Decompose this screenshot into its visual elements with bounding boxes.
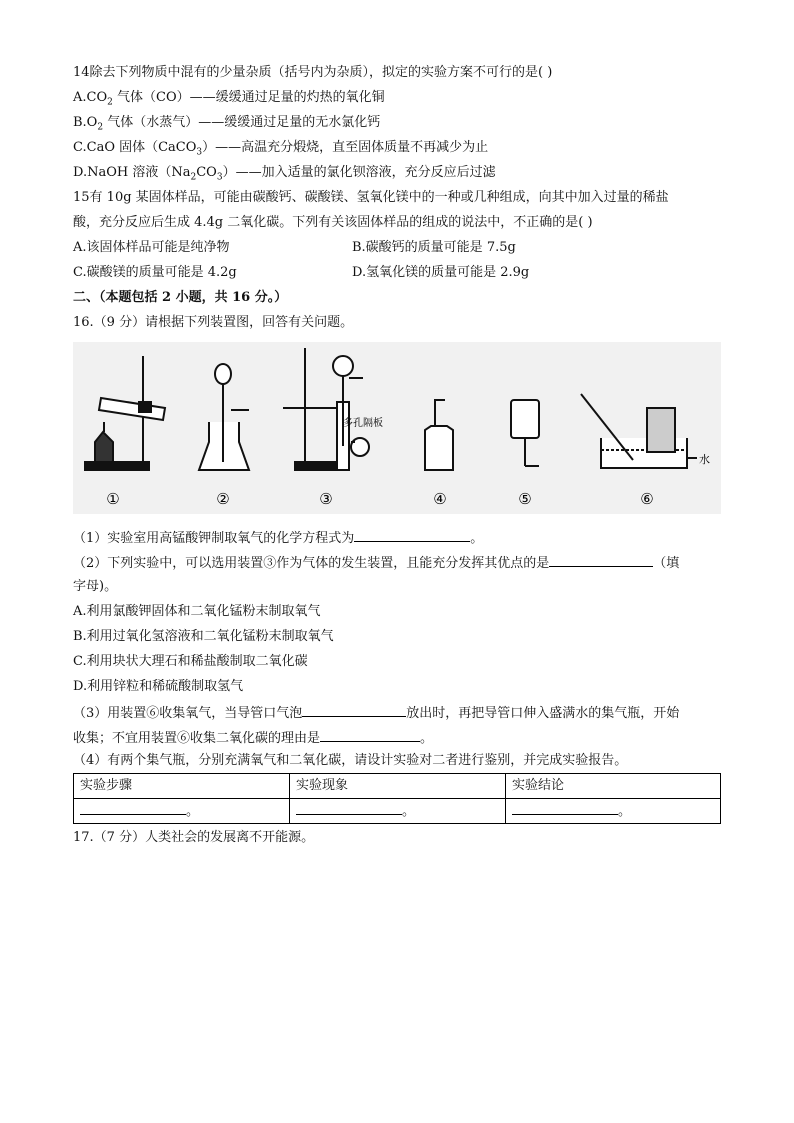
figure-label-6: ⑥ bbox=[640, 490, 654, 508]
answer-blank-4[interactable] bbox=[320, 728, 420, 742]
apparatus-5-icon bbox=[511, 400, 539, 466]
q15-option-b: B.碳酸钙的质量可能是 7.5g bbox=[352, 240, 516, 255]
experiment-report-table bbox=[73, 773, 721, 824]
table-cell: 。 bbox=[506, 799, 721, 824]
q16-option-c: C.利用块状大理石和稀盐酸制取二氧化碳 bbox=[73, 654, 308, 669]
q16-part4: （4）有两个集气瓶，分别充满氧气和二氧化碳，请设计实验对二者进行鉴别，并完成实验报告。 bbox=[73, 753, 628, 768]
figure-label-4: ④ bbox=[433, 490, 447, 508]
answer-blank-3[interactable] bbox=[302, 703, 406, 717]
q15-option-c: C.碳酸镁的质量可能是 4.2g bbox=[73, 265, 237, 280]
figure-label-1: ① bbox=[106, 490, 120, 508]
table-cell: 。 bbox=[74, 799, 290, 824]
q14-option-a: $A.CO_2$ 气体（CO）——缓缓通过足量的灼热的氧化铜 bbox=[73, 90, 385, 108]
table-header: 实验现象 bbox=[290, 774, 506, 799]
q15-stem-line1: 15有 10g 某固体样品，可能由碳酸钙、碳酸镁、氢氧化镁中的一种或几种组成，向其中加入过量的稀盐 bbox=[73, 190, 669, 205]
q15-option-a: A.该固体样品可能是纯净物 bbox=[73, 240, 230, 255]
porous-plate-label: 多孔隔板 bbox=[343, 418, 383, 429]
q16-part2-line2: 字母)。 bbox=[73, 579, 118, 594]
figure-label-2: ② bbox=[216, 490, 230, 508]
table-row bbox=[74, 799, 721, 824]
answer-blank-1[interactable] bbox=[354, 528, 470, 542]
q16-part3: （3）用装置⑥收集氧气，当导管口气泡 放出时，再把导管口伸入盛满水的集气瓶，开始 bbox=[73, 703, 679, 723]
figure-label-5: ⑤ bbox=[518, 490, 532, 508]
q14-option-b: $B.O_2$ 气体（水蒸气）——缓缓通过足量的无水氯化钙 bbox=[73, 115, 381, 133]
apparatus-3-icon bbox=[283, 348, 369, 470]
q16-option-d: D.利用锌粒和稀硫酸制取氢气 bbox=[73, 679, 244, 694]
q15-stem-line2: 酸，充分反应后生成 4.4g 二氧化碳。下列有关该固体样品的组成的说法中，不正确的是( ) bbox=[73, 215, 593, 230]
q14-option-c: C.CaO 固体（CaCO$_3$）——高温充分煅烧，直至固体质量不再减少为止 bbox=[73, 140, 489, 158]
table-cell: 。 bbox=[290, 799, 506, 824]
apparatus-figure bbox=[73, 342, 721, 514]
q16-stem: 16.（9 分）请根据下列装置图，回答有关问题。 bbox=[73, 315, 354, 330]
q16-option-b: B.利用过氧化氢溶液和二氧化锰粉末制取氧气 bbox=[73, 629, 334, 644]
q15-option-d: D.氢氧化镁的质量可能是 2.9g bbox=[352, 265, 530, 280]
answer-blank-2[interactable] bbox=[549, 553, 653, 567]
q17-stem: 17.（7 分）人类社会的发展离不开能源。 bbox=[73, 830, 315, 845]
q14-option-d: D.NaOH 溶液$(Na_2CO_3)——$加入适量的氯化钡溶液，充分反应后过滤 bbox=[73, 165, 496, 183]
answer-blank-step[interactable] bbox=[80, 801, 186, 815]
apparatus-1-icon bbox=[85, 356, 165, 470]
answer-blank-phenomenon[interactable] bbox=[296, 801, 402, 815]
apparatus-2-icon bbox=[199, 364, 249, 470]
answer-blank-conclusion[interactable] bbox=[512, 801, 618, 815]
table-header: 实验结论 bbox=[506, 774, 721, 799]
q14-stem: 14除去下列物质中混有的少量杂质（括号内为杂质），拟定的实验方案不可行的是( ) bbox=[73, 65, 553, 80]
figure-label-3: ③ bbox=[319, 490, 333, 508]
q16-part2: （2）下列实验中，可以选用装置③作为气体的发生装置，且能充分发挥其优点的是 （填 bbox=[73, 553, 679, 573]
apparatus-6-icon bbox=[581, 394, 687, 468]
q16-part1: （1）实验室用高锰酸钾制取氧气的化学方程式为 。 bbox=[73, 528, 483, 548]
water-label: 水 bbox=[699, 453, 710, 466]
section-heading: 二、（本题包括 2 小题，共 16 分。） bbox=[73, 290, 288, 305]
q16-part3-line2: 收集；不宜用装置⑥收集二氧化碳的理由是 。 bbox=[73, 728, 433, 748]
table-header-row bbox=[74, 774, 721, 799]
q16-option-a: A.利用氯酸钾固体和二氧化锰粉末制取氧气 bbox=[73, 604, 321, 619]
table-header: 实验步骤 bbox=[74, 774, 290, 799]
apparatus-4-icon bbox=[425, 400, 453, 470]
